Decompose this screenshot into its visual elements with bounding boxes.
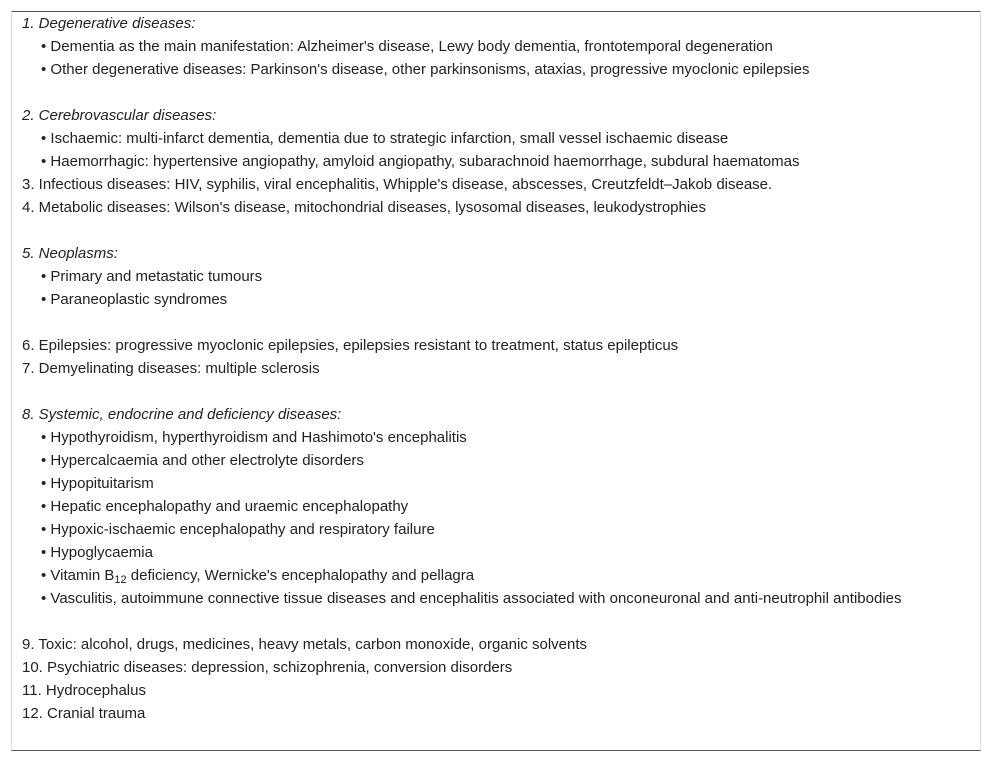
spacer	[22, 610, 972, 633]
subscript: 12	[114, 574, 127, 586]
list-item: • Other degenerative diseases: Parkinson's disease, other parkinsonisms, ataxias, progressive myoclonic epilepsies	[41, 61, 810, 78]
list-item: • Hepatic encephalopathy and uraemic encephalopathy	[41, 498, 409, 515]
section-heading: 5. Neoplasms:	[22, 245, 118, 262]
list-item: • Hypothyroidism, hyperthyroidism and Hashimoto's encephalitis	[41, 429, 467, 446]
list-item: • Hypercalcaemia and other electrolyte disorders	[41, 452, 364, 469]
list-item: • Paraneoplastic syndromes	[41, 291, 228, 308]
section-line: 10. Psychiatric diseases: depression, schizophrenia, conversion disorders	[22, 658, 513, 676]
section-line: 9. Toxic: alcohol, drugs, medicines, heavy metals, carbon monoxide, organic solvents	[22, 635, 588, 653]
list-item: • Haemorrhagic: hypertensive angiopathy, amyloid angiopathy, subarachnoid haemorrhage, subdural haematomas	[41, 153, 800, 170]
list-item: • Hypopituitarism	[41, 475, 154, 492]
list-item: • Hypoglycaemia	[41, 544, 153, 561]
section-line: 11. Hydrocephalus	[22, 681, 146, 699]
spacer	[22, 380, 972, 403]
table-cell	[22, 12, 972, 725]
list-item: • Hypoxic-ischaemic encephalopathy and respiratory failure	[41, 521, 435, 538]
dementia-causes-table	[11, 11, 981, 751]
list-item: • Ischaemic: multi-infarct dementia, dementia due to strategic infarction, small vessel ischaemic disease	[41, 130, 729, 147]
section-line: 12. Cranial trauma	[22, 704, 146, 722]
section-line: 6. Epilepsies: progressive myoclonic epilepsies, epilepsies resistant to treatment, status epilepticus	[22, 337, 679, 354]
list-item: • Primary and metastatic tumours	[41, 268, 263, 285]
section-line: 7. Demyelinating diseases: multiple sclerosis	[22, 360, 320, 377]
section-heading: 2. Cerebrovascular diseases:	[22, 107, 217, 124]
list-item: • Dementia as the main manifestation: Alzheimer's disease, Lewy body dementia, frontotemporal degeneration	[41, 38, 773, 55]
list-item: • Vitamin $B_{12}$ deficiency, Wernicke's encephalopathy and pellagra	[41, 567, 475, 586]
spacer	[22, 219, 972, 242]
list-item: • Vasculitis, autoimmune connective tissue diseases and encephalitis associated with onconeuronal and anti-neutrophil antibodies	[41, 590, 902, 607]
section-heading: 1. Degenerative diseases:	[22, 15, 196, 32]
spacer	[22, 81, 972, 104]
section-line: 4. Metabolic diseases: Wilson's disease, mitochondrial diseases, lysosomal diseases, leukodystrophies	[22, 199, 707, 216]
spacer	[22, 311, 972, 334]
section-heading: 8. Systemic, endocrine and deficiency diseases:	[22, 406, 342, 423]
section-line: 3. Infectious diseases: HIV, syphilis, viral encephalitis, Whipple's disease, abscesses, Creutzfeldt–Jakob disease.	[22, 176, 773, 193]
